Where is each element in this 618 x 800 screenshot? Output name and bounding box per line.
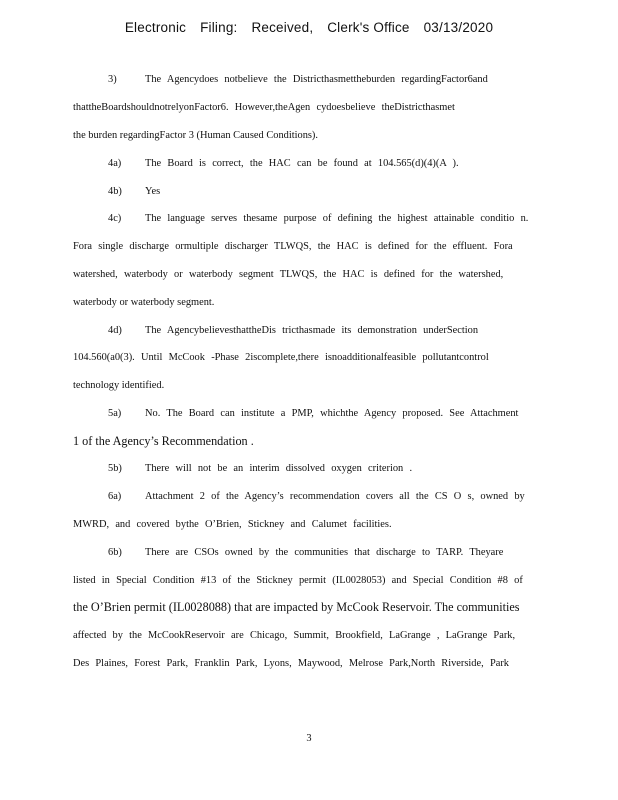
line-4c-cont-2: watershed, waterbody or waterbody segment TLWQS, the HAC is defined for the watershed, (73, 269, 504, 280)
line-6b-cont-1: listed in Special Condition #13 of the Stickney permit (IL0028053) and Special Condition #8 of (73, 575, 523, 586)
line-3 (108, 74, 488, 85)
item-label: 4b) (108, 186, 122, 197)
item-label: 4d) (108, 325, 122, 336)
line-6a (108, 491, 525, 502)
item-label: 5b) (108, 463, 122, 474)
line-5b (108, 463, 412, 474)
line-5a (108, 408, 518, 419)
line-text: There will not be an interim dissolved oxygen criterion . (145, 463, 413, 474)
line-text: Yes (145, 186, 161, 197)
line-text: The language serves thesame purpose of defining the highest attainable conditio n. (145, 213, 529, 224)
line-4d-cont-1: 104.560(a0(3). Until McCook -Phase 2iscomplete,there isnoadditionalfeasible pollutantcontrol (73, 352, 489, 363)
line-text: The AgencybelievesthattheDis tricthasmade its demonstration underSection (145, 325, 479, 336)
item-label: 5a) (108, 408, 122, 419)
line-3-cont-1: thattheBoardshouldnotrelyonFactor6. However,theAgen cydoesbelieve theDistricthasmet (73, 102, 455, 113)
line-3-cont-2: the burden regardingFactor 3 (Human Caused Conditions). (73, 130, 318, 141)
header-received: Received, (251, 20, 314, 35)
line-text: Attachment 2 of the Agency’s recommendation covers all the CS O s, owned by (145, 491, 525, 502)
line-6a-cont-1: MWRD, and covered bythe O’Brien, Stickney and Calumet facilities. (73, 519, 392, 530)
line-6b-cont-3: affected by the McCookReservoir are Chicago, Summit, Brookfield, LaGrange , LaGrange Park, (73, 630, 516, 641)
line-text: There are CSOs owned by the communities that discharge to TARP. Theyare (145, 547, 504, 558)
line-text: The Board is correct, the HAC can be found at 104.565(d)(4)(A ). (145, 158, 459, 169)
line-4c-cont-1: Fora single discharge ormultiple discharger TLWQS, the HAC is defined for the effluent. Fora (73, 241, 513, 252)
line-4b (108, 186, 160, 197)
item-label: 3) (108, 74, 117, 85)
line-4a (108, 158, 459, 169)
line-4c (108, 213, 528, 224)
item-label: 6b) (108, 547, 122, 558)
item-label: 6a) (108, 491, 122, 502)
item-label: 4a) (108, 158, 122, 169)
item-label: 4c) (108, 213, 122, 224)
header-electronic: Electronic (124, 20, 187, 35)
line-text: The Agencydoes notbelieve the Districthasmettheburden regardingFactor6and (145, 74, 488, 85)
line-5a-cont-1: 1 of the Agency’s Recommendation . (73, 434, 254, 448)
line-6b (108, 547, 503, 558)
line-4d (108, 325, 478, 336)
filing-header (0, 20, 618, 35)
line-4d-cont-2: technology identified. (73, 380, 165, 391)
header-clerks-office: Clerk's Office (327, 20, 410, 35)
line-6b-cont-2: the O’Brien permit (IL0028088) that are impacted by McCook Reservoir. The communities (73, 600, 520, 614)
page-number: 3 (306, 733, 312, 744)
line-4c-cont-3: waterbody or waterbody segment. (73, 297, 215, 308)
header-date: 03/13/2020 (423, 20, 494, 35)
line-6b-cont-4: Des Plaines, Forest Park, Franklin Park, Lyons, Maywood, Melrose Park,North Riverside, Park (73, 658, 509, 669)
line-text: No. The Board can institute a PMP, whichthe Agency proposed. See Attachment (145, 408, 519, 419)
header-filing: Filing: (200, 20, 238, 35)
